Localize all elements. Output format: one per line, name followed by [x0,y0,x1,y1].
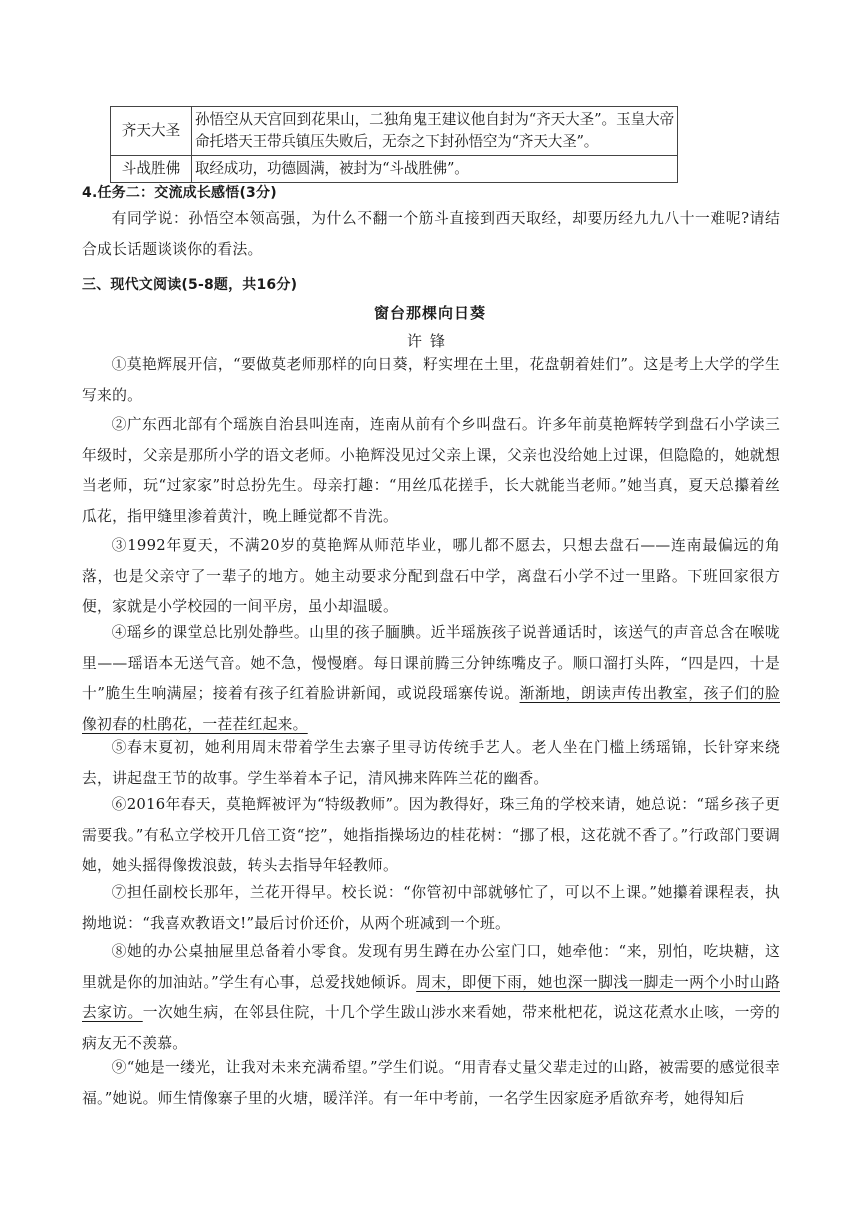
paragraph-2: ②广东西北部有个瑶族自治县叫连南，连南从前有个乡叫盘石。许多年前莫艳辉转学到盘石小学读三年级时，父亲是那所小学的语文老师。小艳辉没见过父亲上课，父亲也没给她上过课，但隐隐的，她就想当老师，玩“过家家”时总扮先生。母亲打趣：“用丝瓜花搓手，长大就能当老师。”她当真，夏天总攥着丝瓜花，指甲缝里渗着黄汁，晚上睡觉都不肯洗。 [82,416,780,525]
table-cell-description: 孙悟空从天宫回到花果山，二独角鬼王建议他自封为“齐天大圣”。玉皇大帝命托塔天王带兵镇压失败后，无奈之下封孙悟空为“齐天大圣”。 [192,107,678,156]
table-row [111,107,678,156]
character-title-table [110,106,678,183]
table-cell-term: 齐天大圣 [111,107,192,156]
paragraph-4 [82,618,780,740]
paragraph-3: ③1992年夏天，不满20岁的莫艳辉从师范毕业，哪儿都不愿去，只想去盘石——连南最偏远的角落，也是父亲守了一辈子的地方。她主动要求分配到盘石中学，离盘石小学不过一里路。下班回家很方便，家就是小学校园的一间平房，虽小却温暖。 [82,537,780,615]
paragraph-8 [82,937,780,1059]
underlined-sentence: 渐渐地，朗读声传出教室，孩子们的脸像初春的杜鹃花，一茬茬红起来。 [82,685,780,733]
paragraph-4-text: ④瑶乡的课堂总比别处静些。山里的孩子腼腆。近半瑶族孩子说普通话时，该送气的声音总含在喉咙里——瑶语本无送气音。她不急，慢慢磨。每日课前腾三分钟练嘴皮子。顺口溜打头阵，“四是四，十是十”脆生生响满屋；接着有孩子红着脸讲新闻，或说段瑶寨传说。 [82,624,780,702]
table-row [111,156,678,183]
question-4-prompt: 有同学说：孙悟空本领高强，为什么不翻一个筋斗直接到西天取经，却要历经九九八十一难呢?请结合成长话题谈谈你的看法。 [82,210,780,258]
paragraph-6: ⑥2016年春天，莫艳辉被评为“特级教师”。因为教得好，珠三角的学校来请，她总说：“瑶乡孩子更需要我。”有私立学校开几倍工资“挖”，她指指操场边的桂花树：“挪了根，这花就不香了。”行政部门要调她，她头摇得像拨浪鼓，转头去指导年轻教师。 [82,796,780,874]
section-3-heading: 三、现代文阅读(5-8题，共16分) [82,277,298,293]
article-title: 窗台那棵向日葵 [373,304,486,322]
table-cell-description: 取经成功，功德圆满，被封为“斗战胜佛”。 [192,156,678,183]
table-cell-term: 斗战胜佛 [111,156,192,183]
underlined-sentence: 周末，即便下雨，她也深一脚浅一脚走一两个小时山路去家访。 [82,973,780,1021]
question-4-heading: 4.任务二：交流成长感悟(3分) [82,185,277,201]
paragraph-7: ⑦担任副校长那年，兰花开得早。校长说：“你管初中部就够忙了，可以不上课。”她攥着课程表，执拗地说：“我喜欢教语文!”最后讨价还价，从两个班减到一个班。 [82,884,780,932]
paragraph-5: ⑤春末夏初，她利用周末带着学生去寨子里寻访传统手艺人。老人坐在门槛上绣瑶锦，长针穿来绕去，讲起盘王节的故事。学生举着本子记，清风拂来阵阵兰花的幽香。 [82,739,780,787]
paragraph-8-text: ⑧她的办公桌抽屉里总备着小零食。发现有男生蹲在办公室门口，她牵他：“来，别怕，吃块糖，这里就是你的加油站。”学生有心事，总爱找她倾诉。 [82,943,780,991]
article-author: 许锋 [406,332,453,350]
paragraph-8-text-end: 一次她生病，在邻县住院，十几个学生跋山涉水来看她，带来枇杷花，说这花煮水止咳，一旁的病友无不羡慕。 [82,1004,780,1052]
paragraph-1: ①莫艳辉展开信，“要做莫老师那样的向日葵，籽实埋在土里，花盘朝着娃们”。这是考上大学的学生写来的。 [82,356,780,404]
paragraph-9: ⑨“她是一缕光，让我对未来充满希望。”学生们说。“用青春丈量父辈走过的山路，被需要的感觉很幸福。”她说。师生情像寨子里的火塘，暖洋洋。有一年中考前，一名学生因家庭矛盾欲弃考，她得知后 [82,1059,780,1107]
